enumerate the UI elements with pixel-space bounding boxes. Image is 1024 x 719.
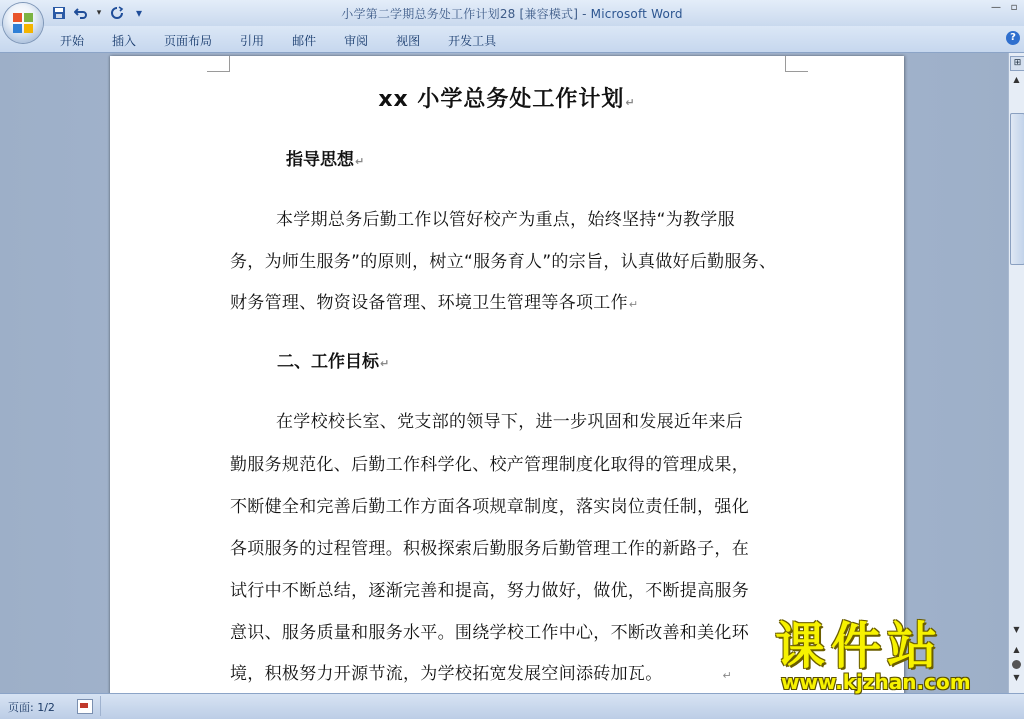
title-separator: - [578, 7, 591, 21]
ribbon [0, 26, 1024, 53]
heading-guiding-ideology[interactable] [286, 145, 364, 170]
paragraph-line[interactable]: 勤服务规范化、后勤工作科学化、校产管理制度化取得的管理成果， [230, 455, 749, 475]
next-page-icon[interactable]: ▼ [1013, 673, 1020, 682]
paragraph-mark: ↵ [355, 155, 365, 168]
crop-mark-right [785, 56, 808, 72]
document-page[interactable] [110, 56, 904, 693]
watermark-url: www.kjzhan.com [781, 670, 971, 694]
select-browse-object-icon[interactable] [1012, 660, 1021, 669]
tab-insert[interactable]: 插入 [112, 34, 137, 48]
office-button[interactable] [3, 3, 43, 43]
tab-developer[interactable]: 开发工具 [448, 34, 497, 48]
vertical-scrollbar[interactable] [1008, 53, 1024, 693]
watermark-text: 课件站 [775, 617, 943, 675]
tab-review[interactable]: 审阅 [344, 34, 369, 48]
help-icon[interactable]: ? [1006, 31, 1020, 45]
window-title [0, 5, 1024, 22]
paragraph-line[interactable] [230, 288, 638, 313]
paragraph-line[interactable]: 试行中不断总结，逐渐完善和提高，努力做好，做优，不断提高服务 [230, 581, 749, 601]
page-count[interactable]: 页面: 1/2 [8, 701, 55, 714]
status-bar [0, 693, 1024, 719]
window-controls [990, 2, 1020, 14]
paragraph-line[interactable]: 本学期总务后勤工作以管好校产为重点，始终坚持“为教学服 [276, 210, 735, 230]
tab-view[interactable]: 视图 [396, 34, 421, 48]
app-name: Microsoft Word [590, 7, 683, 21]
paragraph-line[interactable]: 意识、服务质量和服务水平。围绕学校工作中心，不断改善和美化环 [230, 623, 749, 643]
document-title[interactable] [110, 82, 904, 113]
document-name: 小学第二学期总务处工作计划28 [兼容模式] [341, 7, 579, 21]
tab-mailings[interactable]: 邮件 [292, 34, 317, 48]
tab-home[interactable]: 开始 [60, 34, 85, 48]
minimize-button[interactable]: — [991, 2, 1001, 13]
scroll-up-icon[interactable]: ▲ [1013, 75, 1020, 84]
heading-work-goals[interactable] [277, 347, 389, 372]
scroll-thumb[interactable] [1010, 113, 1024, 265]
document-title-text: xx 小学总务处工作计划 [378, 87, 625, 112]
previous-page-icon[interactable]: ▲ [1013, 645, 1020, 654]
heading-text: 二、工作目标 [277, 352, 379, 372]
paragraph-mark: ↵ [625, 96, 636, 109]
undo-dropdown-icon[interactable]: ▾ [96, 8, 102, 18]
paragraph-line-text: 境，积极努力开源节流，为学校拓宽发展空间添砖加瓦。 [230, 664, 663, 684]
paragraph-line[interactable]: 不断健全和完善后勤工作方面各项规章制度，落实岗位责任制，强化 [230, 497, 749, 517]
document-area[interactable] [0, 53, 1008, 693]
paragraph-line[interactable]: 在学校校长室、党支部的领导下，进一步巩固和发展近年来后 [276, 412, 744, 432]
crop-mark-left [207, 56, 230, 72]
customize-toolbar-icon[interactable]: ▾ [135, 6, 143, 20]
status-divider [100, 696, 101, 716]
site-watermark [775, 618, 1010, 693]
proofing-errors-icon[interactable] [77, 699, 93, 714]
tab-references[interactable]: 引用 [240, 34, 265, 48]
heading-text: 指导思想 [286, 150, 354, 170]
paragraph-line-text: 财务管理、物资设备管理、环境卫生管理等各项工作 [230, 293, 628, 313]
paragraph-mark: ↵ [722, 669, 733, 682]
paragraph-line[interactable]: 务，为师生服务”的原则，树立“服务育人”的宗旨，认真做好后勤服务、 [230, 252, 777, 272]
paragraph-line[interactable]: 各项服务的过程管理。积极探索后勤服务后勤管理工作的新路子，在 [230, 539, 749, 559]
paragraph-mark: ↵ [628, 298, 639, 311]
title-bar [0, 0, 1024, 26]
office-logo-icon [12, 12, 34, 34]
restore-button[interactable]: ▫ [1010, 2, 1018, 13]
paragraph-line[interactable] [230, 659, 732, 684]
scroll-down-icon[interactable]: ▼ [1013, 625, 1020, 634]
tab-page-layout[interactable]: 页面布局 [164, 34, 213, 48]
ribbon-tabs [48, 30, 512, 52]
paragraph-mark: ↵ [380, 357, 390, 370]
view-ruler-icon[interactable]: ⊞ [1010, 56, 1024, 71]
